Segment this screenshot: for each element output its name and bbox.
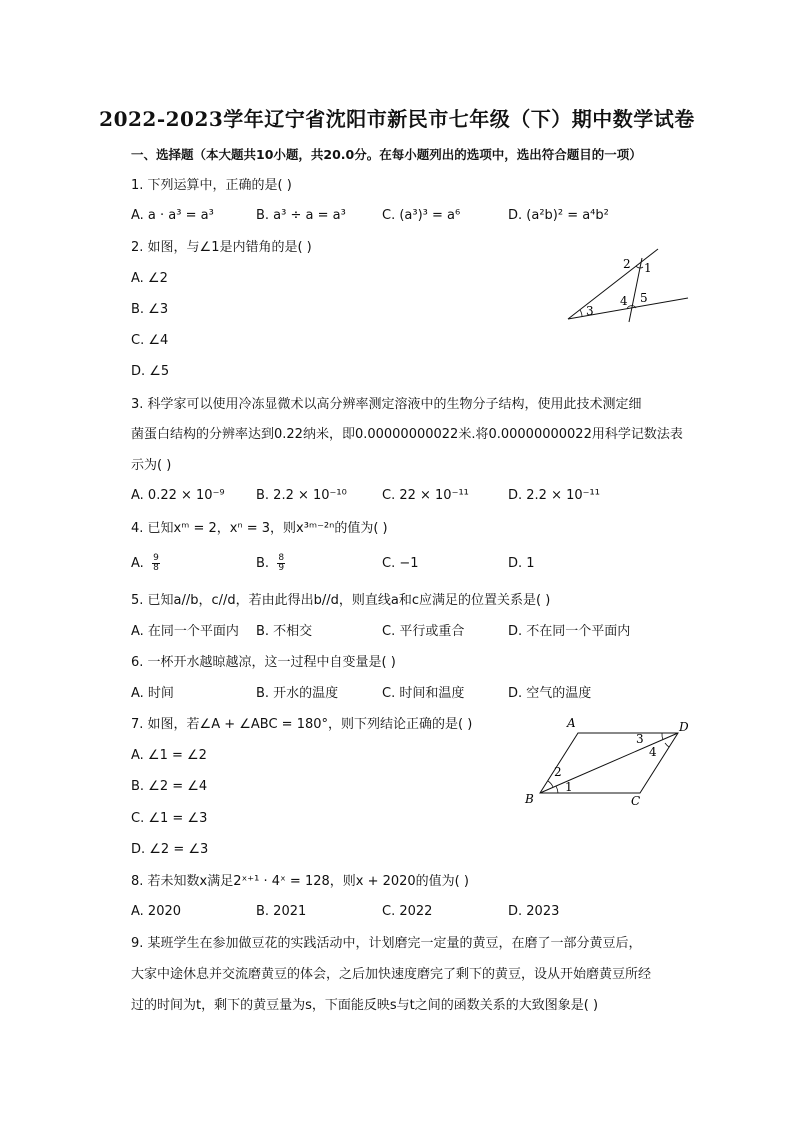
- question-9-line-3: 过的时间为t，剩下的黄豆量为s，下面能反映s与t之间的函数关系的大致图象是( ): [131, 998, 599, 1013]
- fig2-label-1: 1: [644, 261, 652, 275]
- question-1-option-d: D. (a²b)² = a⁴b²: [508, 208, 609, 223]
- question-2-option-d: D. ∠5: [131, 364, 170, 379]
- page-title: 2022-2023学年辽宁省沈阳市新民市七年级（下）期中数学试卷: [99, 107, 695, 131]
- question-6-option-b: B. 开水的温度: [256, 686, 339, 701]
- question-1-option-b: B. a³ ÷ a = a³: [256, 208, 346, 223]
- question-9-line-2: 大家中途休息并交流磨黄豆的体会，之后加快速度磨完了剩下的黄豆，设从开始磨黄豆所经: [131, 967, 652, 982]
- question-8-option-c: C. 2022: [382, 904, 433, 919]
- fraction-numerator: 8: [278, 553, 285, 563]
- question-3-line-3: 示为( ): [131, 458, 172, 473]
- question-4-stem: 4. 已知xᵐ = 2，xⁿ = 3，则x³ᵐ⁻²ⁿ的值为( ): [131, 521, 388, 536]
- question-4-option-b-fraction: [277, 554, 285, 573]
- fig7-label-d: D: [679, 720, 689, 734]
- question-8-option-d: D. 2023: [508, 904, 560, 919]
- question-2-stem: 2. 如图，与∠1是内错角的是( ): [131, 240, 312, 255]
- question-5-option-a: A. 在同一个平面内: [131, 624, 239, 639]
- question-1-option-a: A. a · a³ = a³: [131, 208, 214, 223]
- fig2-label-3: 3: [586, 304, 594, 318]
- question-5-option-c: C. 平行或重合: [382, 624, 465, 639]
- question-7-option-d: D. ∠2 = ∠3: [131, 842, 209, 857]
- question-7-option-b: B. ∠2 = ∠4: [131, 779, 208, 794]
- fig7-label-2: 2: [554, 765, 562, 779]
- question-5-stem: 5. 已知a//b，c//d，若由此得出b//d，则直线a和c应满足的位置关系是( ): [131, 593, 551, 608]
- question-8-option-b: B. 2021: [256, 904, 307, 919]
- question-2-option-c: C. ∠4: [131, 333, 169, 348]
- question-1-option-c: C. (a³)³ = a⁶: [382, 208, 461, 223]
- question-3-option-a: A. 0.22 × 10⁻⁹: [131, 488, 225, 503]
- question-2-option-b: B. ∠3: [131, 302, 169, 317]
- fig2-line-1: [568, 249, 658, 319]
- question-4-option-a: [131, 554, 160, 573]
- fraction-denominator: 9: [278, 563, 285, 573]
- fig2-label-5: 5: [640, 291, 648, 305]
- question-8-stem: 8. 若未知数x满足2ˣ⁺¹ · 4ˣ = 128，则x + 2020的值为( ): [131, 874, 469, 889]
- question-3-line-1: 3. 科学家可以使用冷冻显微术以高分辨率测定溶液中的生物分子结构，使用此技术测定细: [131, 397, 642, 412]
- question-4-option-b: [256, 554, 285, 573]
- question-4-option-a-label: A.: [131, 556, 144, 571]
- question-3-line-2: 菌蛋白结构的分辨率达到0.22纳米，即0.00000000022米.将0.00000000022用科学记数法表: [131, 427, 683, 442]
- fig2-label-4: 4: [620, 294, 628, 308]
- question-6-option-a: A. 时间: [131, 686, 174, 701]
- fig7-label-a: A: [567, 716, 576, 730]
- fig7-diagonal-bd: [540, 733, 678, 793]
- question-7-option-c: C. ∠1 = ∠3: [131, 811, 208, 826]
- question-3-option-d: D. 2.2 × 10⁻¹¹: [508, 488, 600, 503]
- question-2-option-a: A. ∠2: [131, 271, 168, 286]
- question-4-option-a-fraction: [152, 554, 160, 573]
- fraction-denominator: 8: [153, 563, 159, 573]
- fig7-label-3: 3: [636, 732, 644, 746]
- question-9-line-1: 9. 某班学生在参加做豆花的实践活动中，计划磨完一定量的黄豆，在磨了一部分黄豆后，: [131, 936, 642, 951]
- question-4-option-c: C. −1: [382, 556, 419, 571]
- question-3-option-c: C. 22 × 10⁻¹¹: [382, 488, 469, 503]
- fig7-label-4: 4: [649, 745, 657, 759]
- fig2-line-3: [629, 258, 642, 322]
- fraction-numerator: 9: [153, 553, 159, 563]
- question-7-figure: [522, 714, 700, 810]
- question-4-option-d: D. 1: [508, 556, 535, 571]
- fig7-label-1: 1: [565, 780, 573, 794]
- question-4-option-b-label: B.: [256, 556, 270, 571]
- question-6-option-c: C. 时间和温度: [382, 686, 465, 701]
- fig7-label-c: C: [631, 794, 641, 808]
- question-6-option-d: D. 空气的温度: [508, 686, 592, 701]
- section-heading: 一、选择题（本大题共10小题，共20.0分。在每小题列出的选项中，选出符合题目的一项）: [131, 147, 642, 162]
- question-3-option-b: B. 2.2 × 10⁻¹⁰: [256, 488, 347, 503]
- question-7-stem: 7. 如图，若∠A + ∠ABC = 180°，则下列结论正确的是( ): [131, 717, 473, 732]
- question-1-stem: 1. 下列运算中，正确的是( ): [131, 178, 292, 193]
- question-7-option-a: A. ∠1 = ∠2: [131, 748, 207, 763]
- question-5-option-d: D. 不在同一个平面内: [508, 624, 631, 639]
- question-5-option-b: B. 不相交: [256, 624, 313, 639]
- fig2-label-2: 2: [623, 257, 631, 271]
- question-8-option-a: A. 2020: [131, 904, 182, 919]
- fig7-label-b: B: [525, 792, 534, 806]
- question-2-figure: [562, 242, 692, 324]
- question-6-stem: 6. 一杯开水越晾越凉，这一过程中自变量是( ): [131, 655, 396, 670]
